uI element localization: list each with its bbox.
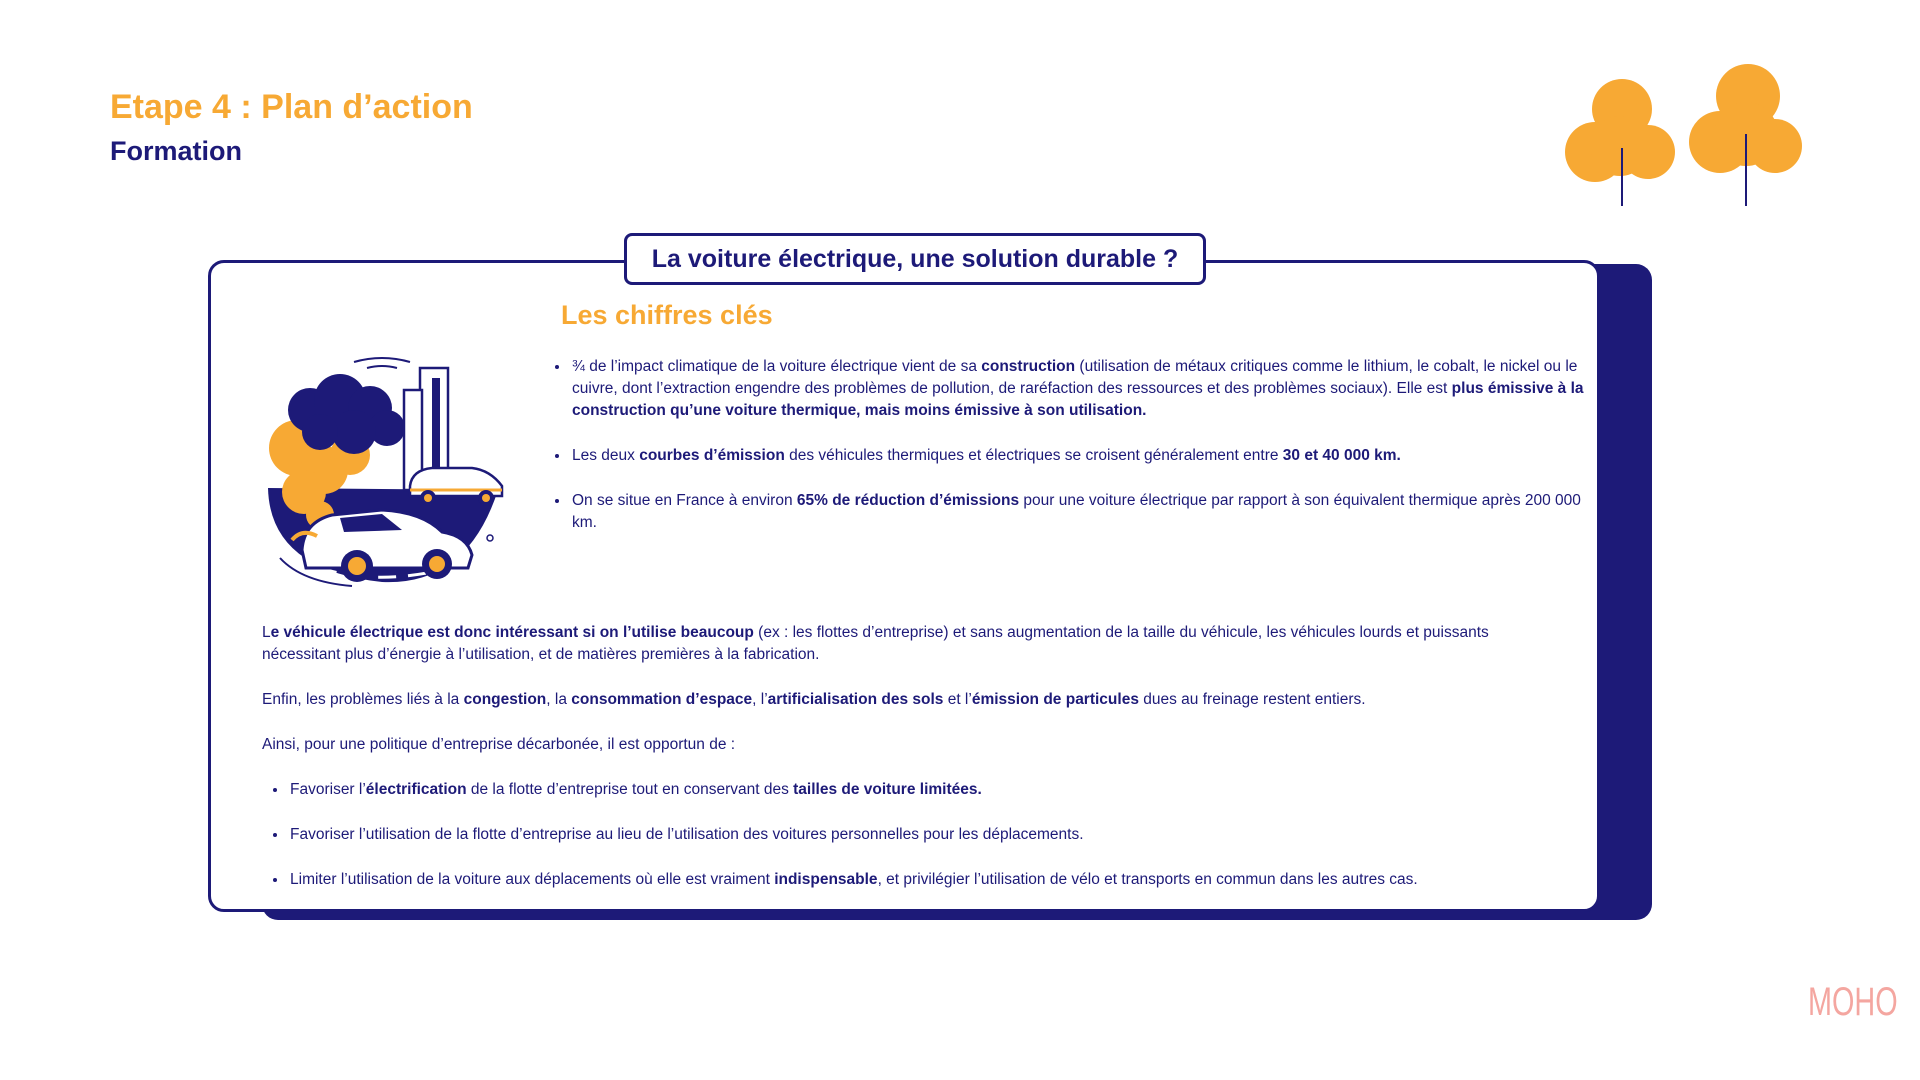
slide-subtitle: Formation [110,136,242,166]
text-segment: et l’ [943,691,972,708]
text-segment: (ex : les flottes d’entreprise) et sans augmentation de la taille du véhicule, les véhicules lourds et puissants nécessitant plus d’énergie à l’utilisation, et de matières premières à la fabrication. [262,624,1489,663]
text-segment: L [262,624,271,641]
action-item [288,824,1568,846]
paragraph-problems [262,689,1552,711]
text-segment: dues au freinage restent entiers. [1138,691,1366,708]
key-figure-item [570,356,1590,422]
paragraph-intro-actions [262,734,1552,756]
key-figures-list [552,356,1590,557]
action-item [288,869,1568,891]
bold-text: artificialisation des sols [767,691,944,708]
section-title: Les chiffres clés [561,300,773,330]
moho-logo: MOHO [1808,980,1898,1024]
bold-text: construction [981,358,1076,375]
bold-text: congestion [463,691,547,708]
bold-text: tailles de voiture limitées. [793,781,982,798]
action-item [288,779,1568,801]
bold-text: 65% de réduction d’émissions [796,492,1020,509]
car-pollution-illustration [262,350,512,590]
paragraph-usage [262,622,1552,666]
bold-text: 30 et 40 000 km. [1282,447,1401,464]
text-segment: , et privilégier l’utilisation de vélo et transports en commun dans les autres cas. [877,871,1418,888]
key-figure-item [570,490,1590,534]
text-segment: (utilisation de métaux critiques comme le lithium, le cobalt, le nickel ou le cuivre, dont l’extraction engendre des problèmes de pollution, de raréfaction des ressources et des problèmes sociaux). Elle est [572,358,1578,397]
text-segment: On se situe en France à environ [572,492,797,509]
text-segment: de la flotte d’entreprise tout en conservant des [466,781,794,798]
text-segment: ¾ de l’impact climatique de la voiture électrique vient de sa [572,358,982,375]
text-segment: des véhicules thermiques et électriques se croisent généralement entre [784,447,1283,464]
text-segment: Favoriser l’ [290,781,366,798]
text-segment: Favoriser l’utilisation de la flotte d’entreprise au lieu de l’utilisation des voitures personnelles pour les déplacements. [290,826,1084,843]
bold-text: émission de particules [971,691,1139,708]
text-segment: Les deux [572,447,640,464]
text-segment: , l’ [752,691,768,708]
bold-text: électrification [365,781,467,798]
bold-text: plus émissive à la construction qu’une voiture thermique, mais moins émissive à son utilisation. [572,380,1584,419]
text-segment: Limiter l’utilisation de la voiture aux déplacements où elle est vraiment [290,871,775,888]
bold-text: consommation d’espace [571,691,753,708]
key-figure-item [570,445,1590,467]
slide-title: Etape 4 : Plan d’action [110,88,473,126]
bold-text: courbes d’émission [639,447,785,464]
text-segment: Enfin, les problèmes liés à la [262,691,464,708]
action-list [270,779,1568,914]
bold-text: indispensable [774,871,878,888]
text-segment: , la [546,691,572,708]
text-segment: Ainsi, pour une politique d’entreprise décarbonée, il est opportun de : [262,736,736,753]
text-segment: pour une voiture électrique par rapport à son équivalent thermique après 200 000 km. [572,492,1581,531]
trees-icon [1560,64,1810,214]
card-title: La voiture électrique, une solution durable ? [624,233,1206,285]
bold-text: e véhicule électrique est donc intéressant si on l’utilise beaucoup [270,624,754,641]
